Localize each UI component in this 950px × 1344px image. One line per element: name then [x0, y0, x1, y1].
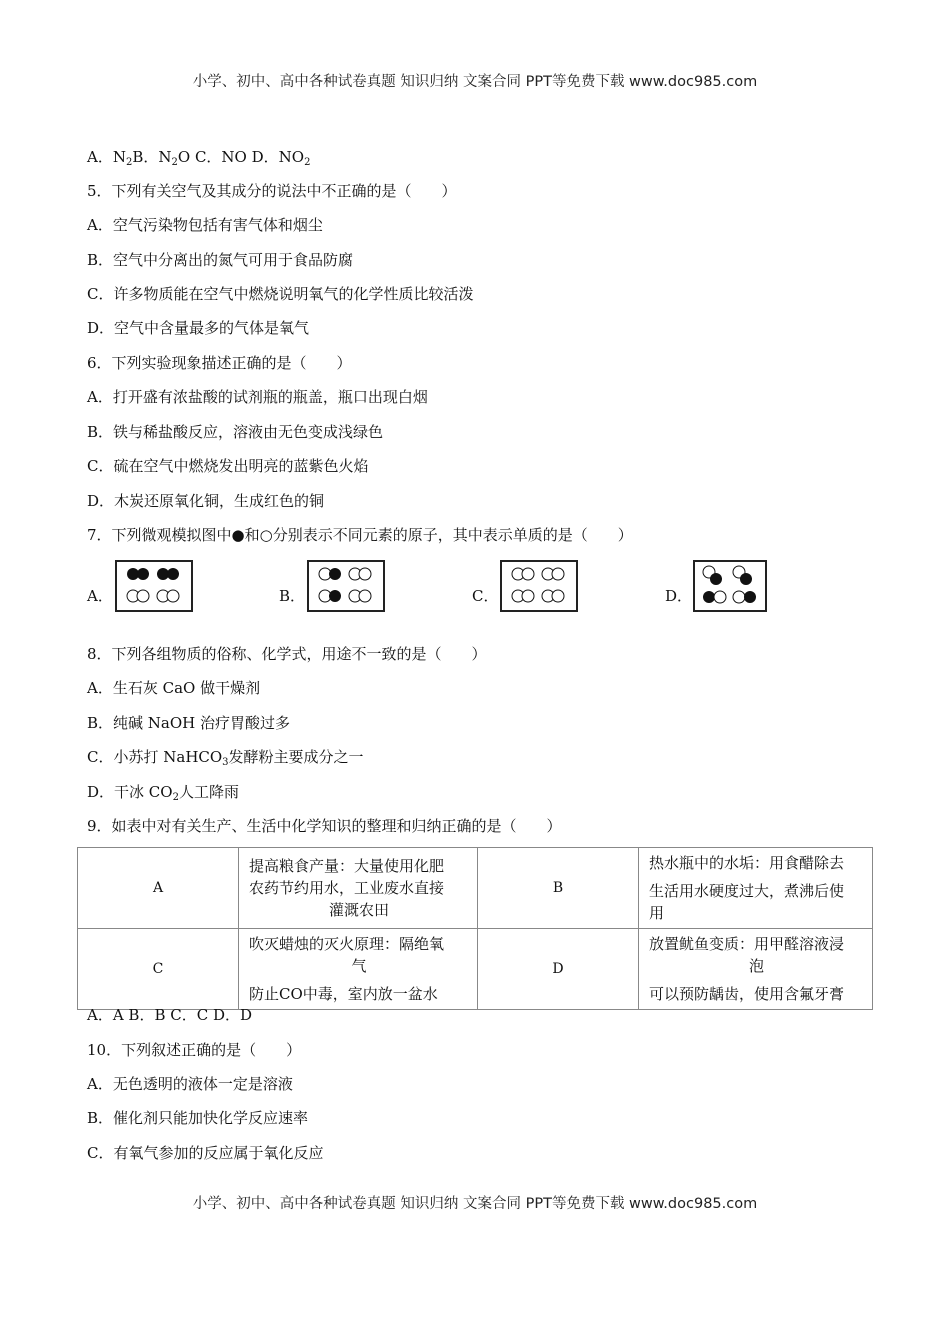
q5-option-c: C．许多物质能在空气中燃烧说明氧气的化学性质比较活泼: [87, 285, 474, 303]
q6-option-b: B．铁与稀盐酸反应，溶液由无色变成浅绿色: [87, 423, 384, 441]
q9-label-c: C: [78, 929, 239, 1010]
q5-option-b: B．空气中分离出的氮气可用于食品防腐: [87, 251, 354, 269]
q9-label-a: A: [78, 848, 239, 929]
q8-option-d: D．干冰 $CO_2$人工降雨: [87, 783, 239, 803]
page-footer: 小学、初中、高中各种试卷真题 知识归纳 文案合同 PPT等免费下载 www.doc985.com: [192, 1196, 758, 1212]
q7-label-b: B．: [279, 587, 306, 605]
q7-diagram-b: [307, 560, 385, 612]
q10-stem: 10．下列叙述正确的是（ ）: [87, 1041, 302, 1059]
q6-option-c: C．硫在空气中燃烧发出明亮的蓝紫色火焰: [87, 457, 369, 475]
q7-diagram-c: [500, 560, 578, 612]
q9-options: A．A B．B C．C D．D: [87, 1006, 253, 1024]
q4-options: A．$N_2B$．$N_2O$ C．NO D．$NO_2$: [87, 148, 311, 168]
q6-option-a: A．打开盛有浓盐酸的试剂瓶的瓶盖，瓶口出现白烟: [87, 388, 428, 406]
q10-option-b: B．催化剂只能加快化学反应速率: [87, 1109, 309, 1127]
q5-option-a: A．空气污染物包括有害气体和烟尘: [87, 216, 323, 234]
q9-label-d: D: [478, 929, 639, 1010]
q5-option-d: D．空气中含量最多的气体是氧气: [87, 319, 310, 337]
q7-label-d: D．: [665, 587, 693, 605]
q6-option-d: D．木炭还原氧化铜，生成红色的铜: [87, 492, 325, 510]
q6-stem: 6．下列实验现象描述正确的是（ ）: [87, 354, 352, 372]
q9-cell-d: 放置鱿鱼变质：用甲醛溶液浸 泡 可以预防龋齿，使用含氟牙膏: [639, 929, 873, 1010]
q8-option-b: B．纯碱 NaOH 治疗胃酸过多: [87, 714, 291, 732]
q9-label-b: B: [478, 848, 639, 929]
q10-option-a: A．无色透明的液体一定是溶液: [87, 1075, 293, 1093]
q9-table: [77, 847, 873, 1010]
q9-cell-c: 吹灭蜡烛的灭火原理：隔绝氧 气 防止CO中毒，室内放一盆水: [239, 929, 478, 1010]
q7-label-a: A．: [87, 587, 113, 605]
q7-label-c: C．: [472, 587, 499, 605]
page-header: 小学、初中、高中各种试卷真题 知识归纳 文案合同 PPT等免费下载 www.doc985.com: [192, 74, 758, 90]
q5-stem: 5．下列有关空气及其成分的说法中不正确的是（ ）: [87, 182, 457, 200]
q7-stem: 7．下列微观模拟图中●和○分别表示不同元素的原子，其中表示单质的是（ ）: [87, 526, 633, 544]
q7-diagram-a: [115, 560, 193, 612]
q8-stem: 8．下列各组物质的俗称、化学式，用途不一致的是（ ）: [87, 645, 487, 663]
q8-option-a: A．生石灰 CaO 做干燥剂: [87, 679, 261, 697]
q9-stem: 9．如表中对有关生产、生活中化学知识的整理和归纳正确的是（ ）: [87, 817, 562, 835]
q8-option-c: C．小苏打 NaHCO$_3$发酵粉主要成分之一: [87, 748, 364, 768]
q7-diagram-d: [693, 560, 767, 612]
q10-option-c: C．有氧气参加的反应属于氧化反应: [87, 1144, 324, 1162]
q9-cell-a: 提高粮食产量：大量使用化肥 农药节约用水，工业废水直接 灌溉农田: [239, 848, 478, 929]
q9-cell-b: 热水瓶中的水垢：用食醋除去 生活用水硬度过大，煮沸后使 用: [639, 848, 873, 929]
